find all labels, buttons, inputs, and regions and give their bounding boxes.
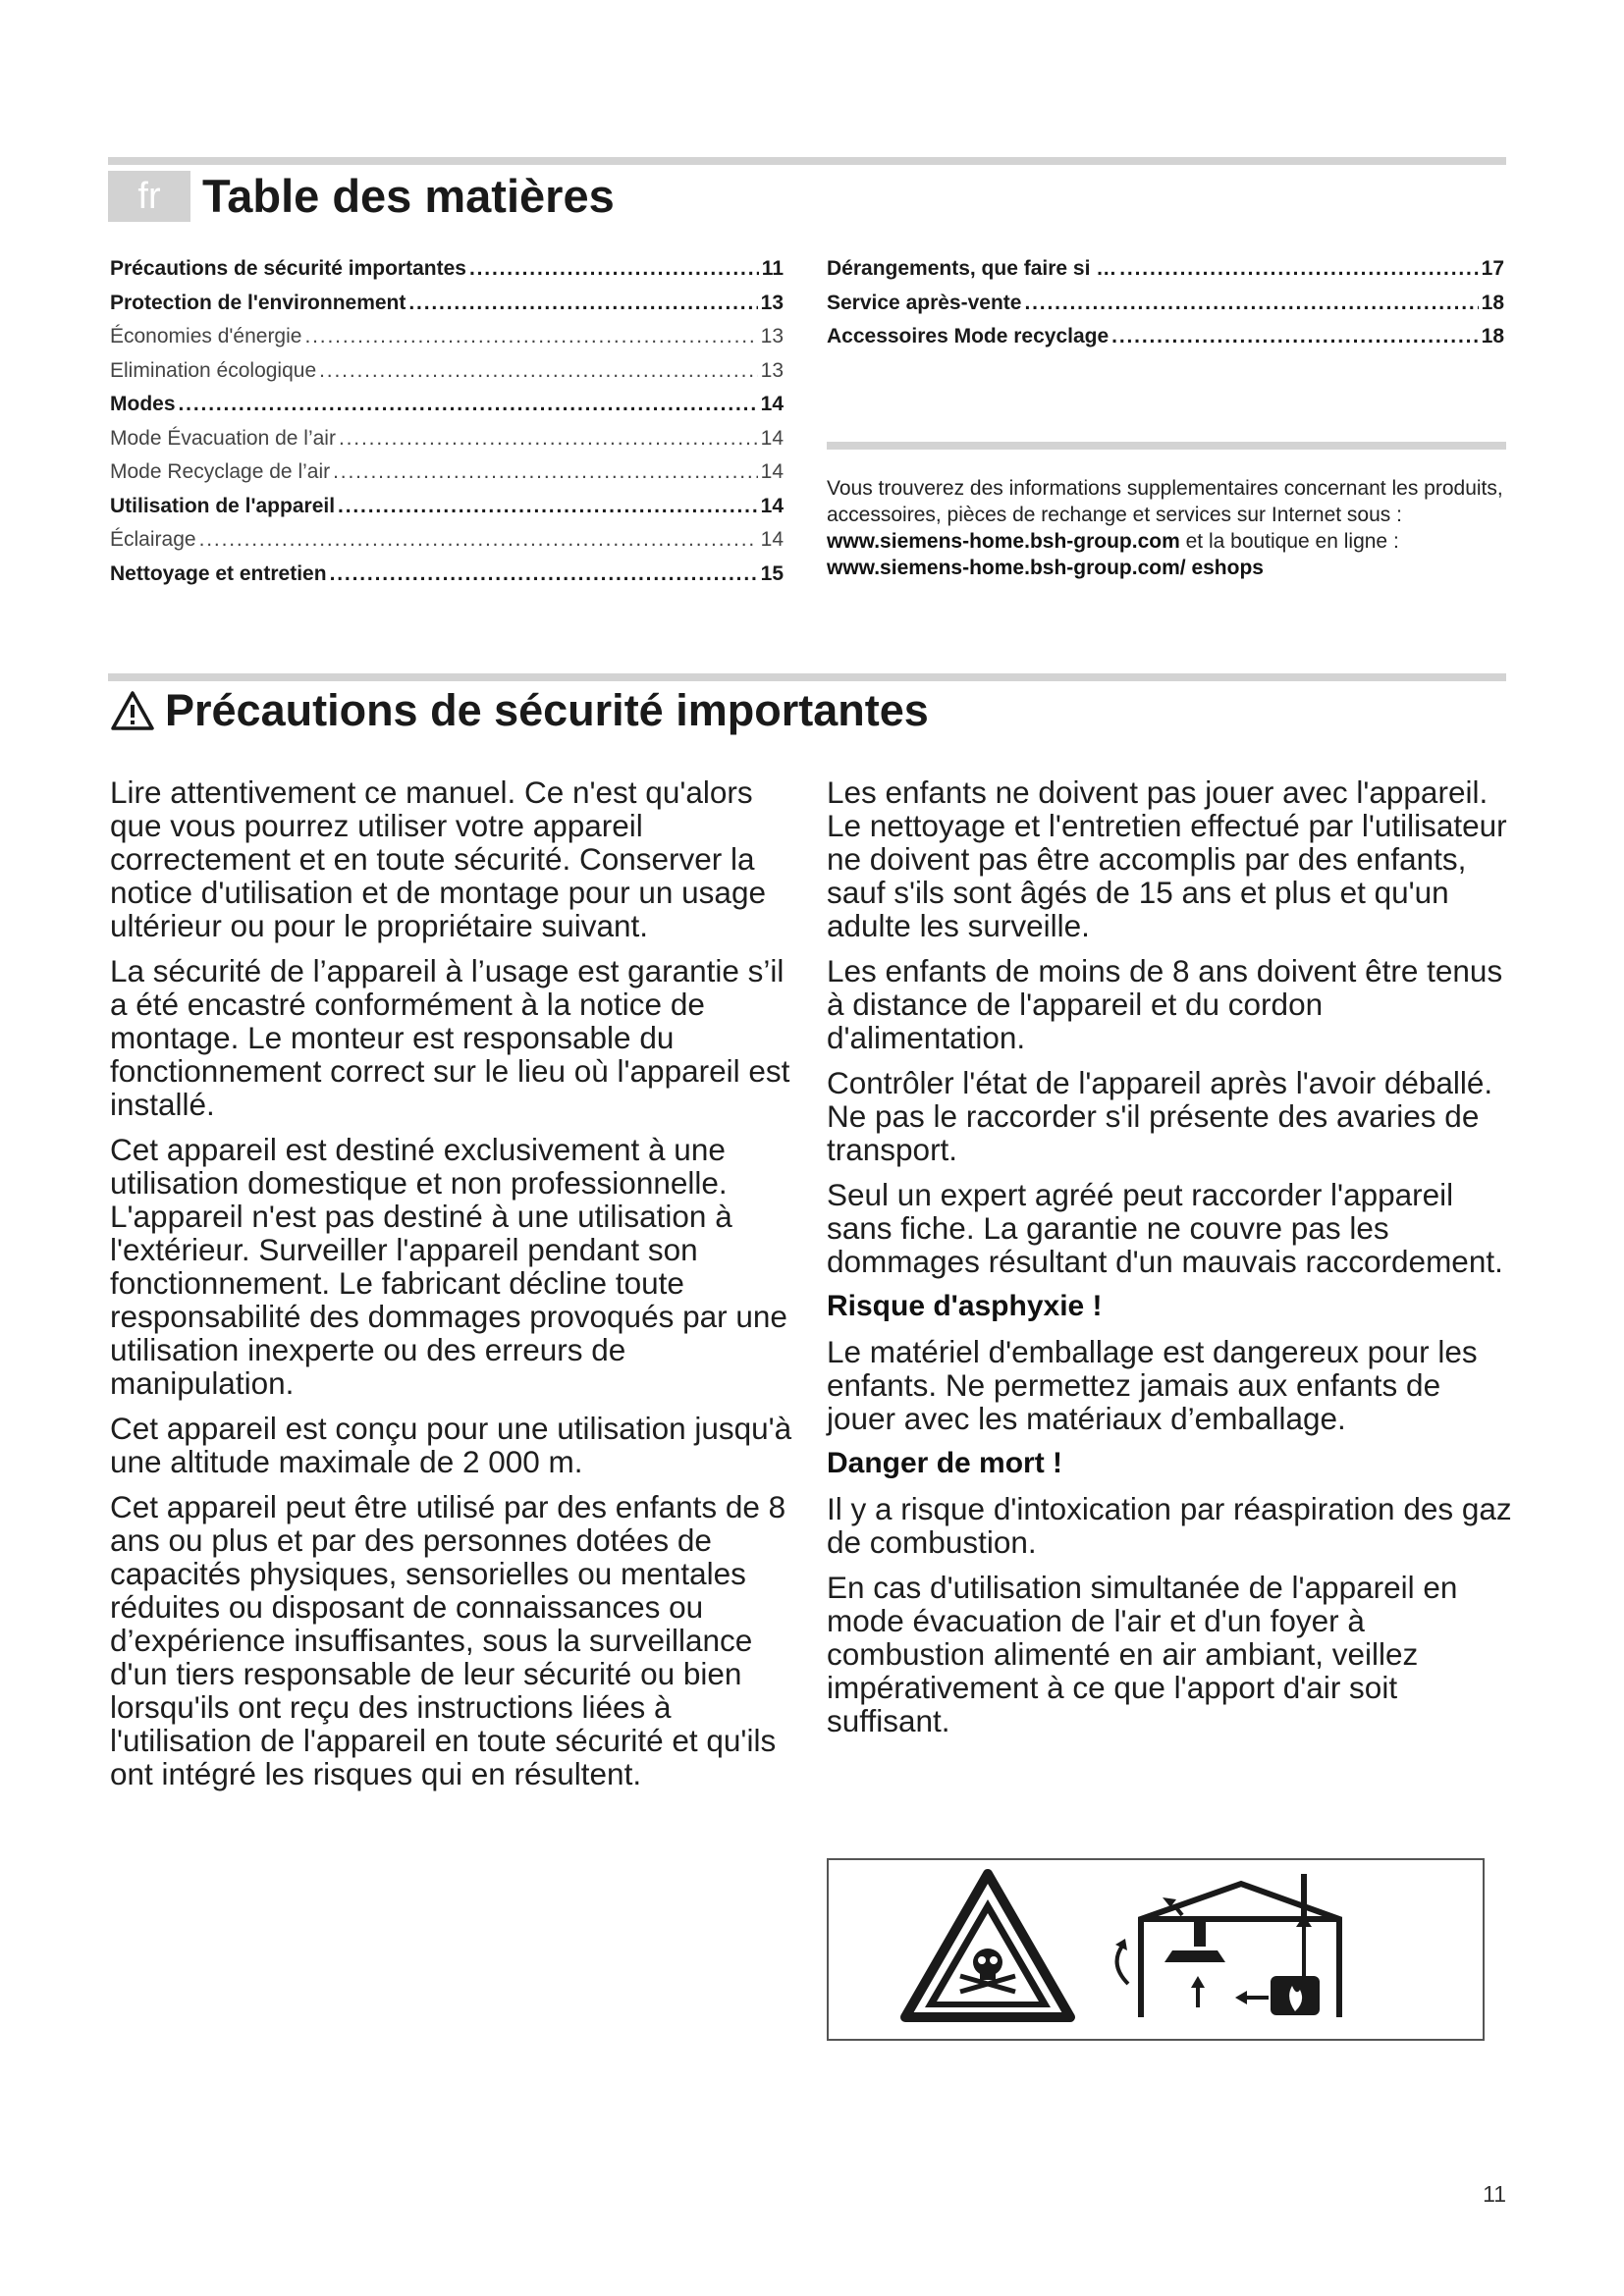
toc-leader-dots: [339, 427, 758, 451]
toc-entry-label: Accessoires Mode recyclage: [827, 325, 1110, 347]
toc-right-column: [827, 257, 1504, 359]
safety-paragraph: Cet appareil est destiné exclusivement à une utilisation domestique et non professionnelle. L'appareil n'est pas destiné à une utilisation à l'extérieur. Surveiller l'appareil pendant son fonctionnement. Le fabricant décline toute responsabilité des dommages provoqués par une utilisation inexperte ou des erreurs de manipulation.: [110, 1132, 787, 1401]
combustion-warning-illustration: [827, 1858, 1485, 2041]
toc-entry-label: Économies d'énergie: [110, 325, 302, 347]
toc-entry-page: 11: [761, 257, 784, 280]
toc-leader-dots: [199, 528, 758, 552]
toc-entry-label: Dérangements, que faire si …: [827, 257, 1117, 280]
toc-leader-dots: [1111, 325, 1478, 348]
toc-entry[interactable]: [110, 427, 784, 461]
toc-leader-dots: [333, 460, 758, 484]
toc-entry[interactable]: [110, 393, 784, 427]
safety-paragraph: Contrôler l'état de l'appareil après l'avoir déballé. Ne pas le raccorder s'il présente des avaries de transport.: [827, 1065, 1493, 1167]
toc-entry-page: 18: [1481, 325, 1504, 347]
death-danger-paragraph: Il y a risque d'intoxication par réaspiration des gaz de combustion.: [827, 1491, 1512, 1560]
toc-entry[interactable]: [110, 562, 784, 597]
toc-entry-label: Protection de l'environnement: [110, 291, 406, 314]
fume-return-arrow-icon: [1117, 1945, 1128, 1984]
safety-paragraph: Seul un expert agréé peut raccorder l'appareil sans fiche. La garantie ne couvre pas les dommages résultant d'un mauvais raccordement.: [827, 1177, 1503, 1279]
safety-top-rule: [108, 673, 1506, 681]
toxic-warning-triangle-icon: [905, 1874, 1070, 2017]
fireplace-stove-icon: [1235, 1976, 1320, 2015]
toc-entry[interactable]: [110, 359, 784, 394]
death-danger-heading: Danger de mort !: [827, 1447, 1063, 1479]
toc-entry-page: 13: [760, 358, 784, 382]
safety-paragraph: Les enfants de moins de 8 ans doivent être tenus à distance de l'appareil et du cordon d'alimentation.: [827, 953, 1503, 1055]
toc-entry[interactable]: [110, 495, 784, 529]
toc-leader-dots: [469, 257, 759, 281]
toc-entry[interactable]: [827, 325, 1504, 359]
toc-leader-dots: [304, 325, 757, 348]
warning-triangle-icon: [110, 690, 155, 731]
safety-paragraph: Cet appareil peut être utilisé par des enfants de 8 ans ou plus et par des personnes dotées de capacités physiques, sensorielles ou mentales réduites ou disposant de connaissances ou d’expérience insuffisantes, sous la surveillance d'un tiers responsable de leur sécurité ou bien lorsqu'ils ont reçu des instructions liées à l'utilisation de l'appareil en toute sécurité et qu'ils ont intégré les risques qui en résultent.: [110, 1489, 786, 1791]
toc-leader-dots: [179, 393, 758, 416]
eshop-link[interactable]: www.siemens-home.bsh-group.com/ eshops: [827, 557, 1264, 579]
death-danger-paragraph: En cas d'utilisation simultanée de l'appareil en mode évacuation de l'air et d'un foyer à combustion alimenté en air ambiant, veillez impérativement à ce que l'apport d'air soit suffisant.: [827, 1570, 1458, 1738]
toc-entry-page: 14: [760, 494, 784, 517]
toxic-fumes-diagram: [829, 1860, 1483, 2039]
safety-paragraph: La sécurité de l’appareil à l’usage est garantie s’il a été encastré conformément à la notice de montage. Le monteur est responsable du fonctionnement correct sur le lieu où l'appareil est installé.: [110, 953, 790, 1122]
asphyxia-paragraph: Le matériel d'emballage est dangereux pour les enfants. Ne permettez jamais aux enfants de jouer avec les matériaux d’emballage.: [827, 1334, 1478, 1436]
toc-entry[interactable]: [110, 528, 784, 562]
toc-entry-label: Nettoyage et entretien: [110, 561, 327, 585]
safety-paragraph: Cet appareil est conçu pour une utilisation jusqu'à une altitude maximale de 2 000 m.: [110, 1411, 792, 1479]
toc-title: Table des matières: [202, 170, 615, 222]
toc-entry-page: 17: [1481, 257, 1504, 280]
toc-top-rule: [108, 157, 1506, 165]
language-badge: fr: [108, 171, 190, 222]
toc-entry-page: 18: [1481, 291, 1504, 314]
toc-entry-label: Précautions de sécurité importantes: [110, 257, 466, 280]
safety-right-column: [827, 775, 1514, 1749]
toc-entry-label: Service après-vente: [827, 291, 1022, 314]
toc-leader-dots: [408, 292, 757, 315]
toc-entry-label: Éclairage: [110, 528, 196, 551]
toc-leader-dots: [319, 359, 758, 383]
info-text-part: et la boutique en ligne :: [1179, 530, 1399, 553]
website-link[interactable]: www.siemens-home.bsh-group.com: [827, 530, 1180, 553]
safety-title-text: Précautions de sécurité importantes: [165, 685, 929, 735]
toc-entry-label: Utilisation de l'appareil: [110, 494, 336, 517]
safety-paragraph: Les enfants ne doivent pas jouer avec l'appareil. Le nettoyage et l'entretien effectué par l'utilisateur ne doivent pas être accomplis par des enfants, sauf s'ils sont âgés de 15 ans et plus et qu'un adulte les surveille.: [827, 774, 1507, 943]
info-text-part: Vous trouverez des informations supplementaires concernant les produits, accessoires, pièces de rechange et services sur Internet sous :: [827, 477, 1503, 526]
asphyxia-heading: Risque d'asphyxie !: [827, 1290, 1103, 1322]
toc-entry-page: 14: [760, 426, 784, 450]
page-number: 11: [1483, 2181, 1506, 2207]
toc-entry-page: 14: [760, 460, 784, 483]
toc-leader-dots: [338, 495, 758, 518]
online-info-text: [827, 475, 1506, 581]
toc-leader-dots: [330, 562, 758, 586]
safety-section-title: [110, 681, 929, 740]
info-top-rule: [827, 442, 1506, 450]
toc-entry[interactable]: [827, 257, 1504, 292]
toc-entry-page: 15: [760, 561, 784, 585]
toc-leader-dots: [1119, 257, 1478, 281]
toc-entry[interactable]: [827, 292, 1504, 326]
safety-paragraph: Lire attentivement ce manuel. Ce n'est qu'alors que vous pourrez utiliser votre appareil correctement et en toute sécurité. Conserver la notice d'utilisation et de montage pour un usage ultérieur ou pour le propriétaire suivant.: [110, 774, 766, 943]
toc-entry[interactable]: [110, 257, 784, 292]
toc-entry-label: Elimination écologique: [110, 358, 317, 382]
toc-entry-page: 13: [760, 291, 784, 314]
toc-leader-dots: [1024, 292, 1478, 315]
toc-left-column: [110, 257, 784, 596]
toc-entry-page: 14: [760, 393, 784, 415]
toc-entry-page: 13: [760, 325, 784, 347]
toc-entry-label: Mode Évacuation de l’air: [110, 426, 336, 450]
toc-entry[interactable]: [110, 325, 784, 359]
toc-entry-label: Mode Recyclage de l’air: [110, 460, 331, 483]
toc-entry[interactable]: [110, 292, 784, 326]
toc-entry-label: Modes: [110, 393, 176, 415]
safety-left-column: [110, 775, 797, 1802]
toc-entry-page: 14: [760, 528, 784, 551]
toc-entry[interactable]: [110, 460, 784, 495]
